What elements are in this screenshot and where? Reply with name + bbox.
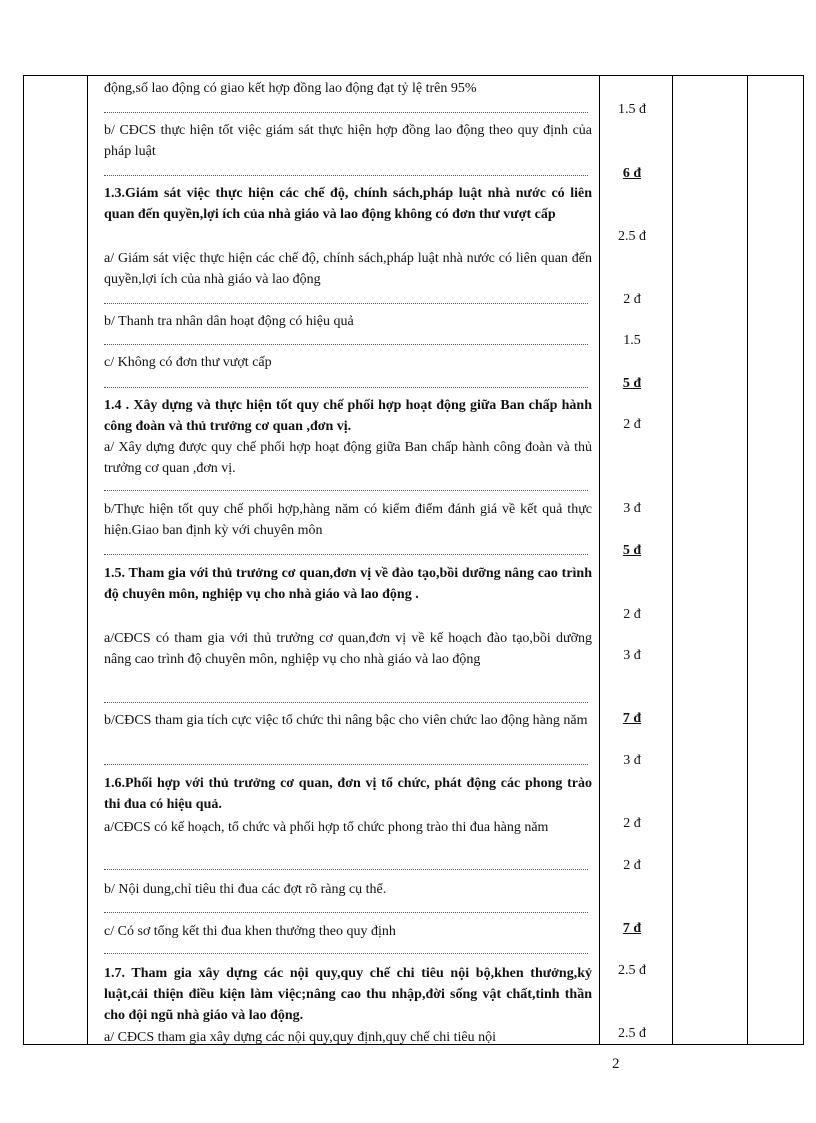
section-heading-1-6: 1.6.Phối hợp với thủ trưởng cơ quan, đơn vị tổ chức, phát động các phong trào thi đua có hiệu quả.	[104, 776, 592, 812]
criterion-text: c/ Có sơ tổng kết thi đua khen thưởng theo quy định	[104, 924, 396, 939]
dotted-line	[104, 869, 588, 870]
criterion-text: c/ Không có đơn thư vượt cấp	[104, 355, 272, 370]
section-score: 5 đ	[622, 376, 642, 391]
score: 1.5 đ	[618, 102, 646, 117]
score: 3 đ	[623, 753, 641, 768]
dotted-line	[104, 387, 588, 388]
column-divider	[672, 76, 673, 1044]
score: 2.5 đ	[618, 1026, 646, 1041]
criterion-text: b/Thực hiện tốt quy chế phối hợp,hàng năm có kiểm điểm đánh giá về kết quả thực hiện.Giao ban định kỳ với chuyên môn	[104, 502, 592, 538]
column-divider	[747, 76, 748, 1044]
criterion-text: a/CĐCS có kế hoạch, tổ chức và phối hợp tổ chức phong trào thi đua hàng năm	[104, 820, 549, 835]
criterion-text: a/CĐCS có tham gia với thủ trưởng cơ quan,đơn vị về kế hoạch đào tạo,bồi dưỡng nâng cao trình độ chuyên môn, nghiệp vụ cho nhà giáo và lao động	[104, 631, 592, 667]
dotted-line	[104, 912, 588, 913]
criterion-text: b/ Nội dung,chỉ tiêu thi đua các đợt rõ ràng cụ thể.	[104, 882, 387, 897]
criterion-text: a/ Giám sát việc thực hiện các chế độ, chính sách,pháp luật nhà nước có liên quan đến quyền,lợi ích của nhà giáo và lao động	[104, 251, 592, 287]
dotted-line	[104, 490, 588, 491]
dotted-line	[104, 554, 588, 555]
section-heading-1-4: 1.4 . Xây dựng và thực hiện tốt quy chế phối hợp hoạt động giữa Ban chấp hành công đoàn và thủ trưởng cơ quan ,đơn vị.	[104, 398, 592, 434]
section-score: 6 đ	[622, 166, 642, 181]
page-number: 2	[612, 1056, 620, 1072]
score-table	[23, 75, 804, 1045]
section-score: 7 đ	[622, 921, 642, 936]
score: 2.5 đ	[618, 963, 646, 978]
section-heading-1-3: 1.3.Giám sát việc thực hiện các chế độ, chính sách,pháp luật nhà nước có liên quan đến quyền,lợi ích của nhà giáo và lao động không có đơn thư vượt cấp	[104, 186, 592, 222]
dotted-line	[104, 112, 588, 113]
score: 2 đ	[623, 858, 641, 873]
criterion-text: b/CĐCS tham gia tích cực việc tổ chức thi nâng bậc cho viên chức lao động hàng năm	[104, 713, 588, 728]
criterion-text: b/ Thanh tra nhân dân hoạt động có hiệu quả	[104, 314, 354, 329]
score: 1.5	[623, 333, 641, 348]
criterion-text: b/ CĐCS thực hiện tốt việc giám sát thực hiện hợp đồng lao động theo quy định của pháp luật	[104, 123, 592, 159]
criterion-text: a/ Xây dựng được quy chế phối hợp hoạt động giữa Ban chấp hành công đoàn và thủ trưởng cơ quan ,đơn vị.	[104, 440, 592, 476]
section-score: 7 đ	[622, 711, 642, 726]
dotted-line	[104, 303, 588, 304]
score: 3 đ	[623, 648, 641, 663]
criterion-text: động,số lao động có giao kết hợp đồng lao động đạt tỷ lệ trên 95%	[104, 81, 477, 96]
dotted-line	[104, 953, 588, 954]
column-divider	[599, 76, 600, 1044]
score: 2.5 đ	[618, 229, 646, 244]
score: 2 đ	[623, 417, 641, 432]
dotted-line	[104, 702, 588, 703]
score: 2 đ	[623, 292, 641, 307]
dotted-line	[104, 764, 588, 765]
score: 3 đ	[623, 501, 641, 516]
section-score: 5 đ	[622, 543, 642, 558]
section-heading-1-7: 1.7. Tham gia xây dựng các nội quy,quy chế chi tiêu nội bộ,khen thưởng,kỷ luật,cải thiện điều kiện làm việc;nâng cao thu nhập,đời sống vật chất,tinh thần cho đội ngũ nhà giáo và lao động.	[104, 966, 592, 1023]
score: 2 đ	[623, 816, 641, 831]
dotted-line	[104, 344, 588, 345]
dotted-line	[104, 175, 588, 176]
column-divider	[87, 76, 88, 1044]
section-heading-1-5: 1.5. Tham gia với thủ trưởng cơ quan,đơn vị về đào tạo,bồi dưỡng nâng cao trình độ chuyên môn, nghiệp vụ cho nhà giáo và lao động .	[104, 566, 592, 602]
score: 2 đ	[623, 607, 641, 622]
criterion-text: a/ CĐCS tham gia xây dựng các nội quy,quy định,quy chế chi tiêu nội	[104, 1030, 496, 1045]
